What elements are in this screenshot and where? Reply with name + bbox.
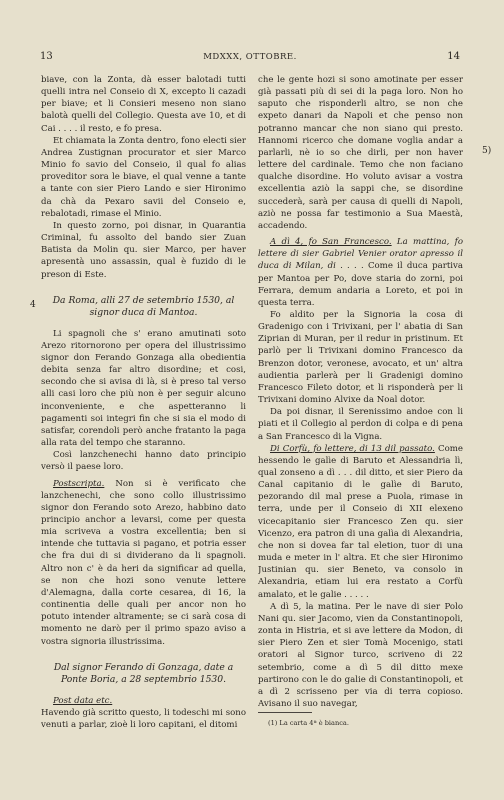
page-number-left: 13 (40, 51, 53, 62)
paragraph (258, 236, 463, 309)
footnote-rule (258, 712, 312, 713)
paragraph: Et chiamata la Zonta dentro, fono electi sier Andrea Zustignan procurator et sier Marco Minio fo savio del Conseio, il qual fo alias proveditor sora le biave, el qual venne a tante a tante con sier Piero Lando e sier Hironimo da chà da Pexaro savii del Conseio e, rebalotadi, rimase el Minio. (41, 135, 246, 219)
post-data-text: Havendo già scritto questo, li todeschi mi sono venuti a parlar, zioè li loro capitani, el ditomi (41, 707, 246, 731)
paragraph: che le gente hozi si sono amotinate per esser già passati più di sei di la paga loro. Non ho saputo che risponderli altro, se non che expeto danari da Napoli et che penso non potranno mancar che non siano qui presto. Hannomi ricerco che domane voglia andar a parlarli, nè io so che dirli, per non haver lettere del cardinale. Temo che non faciano qualche disordine. Ho voluto avisar a vostra excellentia aziò la sappi che, se disordine succederà, sarà per causa di quelli di Napoli, aziò ne possa far testimonio a Sua Maestà, accadendo. (258, 75, 463, 231)
paragraph: Fo aldito per la Signoria la cosa di Gradenigo con i Trivixani, per l' abatia di San Ziprian di Muran, per il redur in pristinum. Et parlò per li Trivixani domino Francesco da Brenzon dotor, veronese, avocato, et un' altra audientia parlerà per li Gradenigi domino Francesco Fileto dotor, et li risponderà per li Trivixani domino Alvixe da Noal dotor. (258, 309, 463, 406)
paragraph-text: La mattina, fo lettere di sier Gabriel Venier orator apresso il duca di Milan, di . . . . (258, 237, 463, 272)
paragraph-text: Come hessendo le galìe di Baruto et Alessandria lì, qual zonseno a dì . . . dil ditto, et sier Piero da Canal capitanio di le galìe di Baruto, pezorando dil mal prese a Puola, rimase in terra, unde per il Conseio di XII elexeno vicecapitanio sier Francesco Zen qu. sier Vicenzo, era patron di una galìa di Alexandria, che non si dovea far tal eletion, tuor di una muda e meter in l' altra. Et che sier Hironimo Justinian qu. sier Beneto, va consolo in Alexandria, etiam lui era restato a Corfù amalato, et le galie . . . . . (258, 443, 463, 600)
paragraph: biave, con la Zonta, dà esser balotadi tutti quelli intra nel Conseio di X, excepto li cazadi per biave; et li Consieri meseno non siano balotà quelli del Collegio. Questa ave 10, et di Cai . . . . il resto, e fo presa. (41, 75, 246, 134)
date-label: Di Corfù, fo lettere, di 13 dil passato. (270, 443, 435, 454)
section-heading: Dal signor Ferando di Gonzaga, date a Ponte Boria, a 28 septembrio 1530. (53, 661, 234, 686)
section-heading: Da Roma, alli 27 de setembrio 1530, al signor duca di Mantoa. (52, 294, 235, 319)
margin-number-left: 4 (30, 300, 36, 310)
paragraph-text: Come il duca partiva per Mantoa per Po, dove staria do zorni, poi Ferrara, demum andaria a Loreto, et poi in questa terra. (258, 261, 463, 308)
paragraph: Così lanzchenechi hanno dato principio versò il paese loro. (41, 450, 246, 473)
running-header (40, 50, 460, 64)
paragraph: Li spagnoli che s' erano amutinati soto Arezo ritornorono per opera del illustrissimo signor don Ferando Gonzaga alla obedientia debita senza far altro disordine; et cosi, secondo che si avisa di là, si è preso tal verso alli casi loro che più non è per seguir alcuno inconveniente, e che aspetteranno li pagamenti soi integri fin che si sia el modo di satisfar, corendoli però anche fratanto la paga alla rata del tempo che staranno. (41, 328, 246, 449)
date-label: A dì 4, fo San Francesco. (270, 237, 392, 248)
left-column (41, 74, 246, 794)
post-data-paragraph (41, 695, 246, 731)
footnote: (1) La carta 4ª è bianca. (268, 719, 349, 727)
paragraph: A dì 5, la matina. Per le nave di sier Polo Nani qu. sier Jacomo, vien da Constantinopoli, zonta in Histria, et si ave lettere da Modon, di sier Piero Zen et sier Tomà Mocenigo, stati oratori al Signor turco, scriveno di 22 setembrio, come a dì 5 dil ditto mexe partirono con le do galie di Constantinopoli, et a dì 2 scrisseno per via di terra copioso. Avisano il suo navegar, (258, 601, 463, 709)
paragraph (258, 443, 463, 601)
postscript-paragraph (41, 478, 246, 648)
postscript-text: Non si è verificato che lanzchenechi, che sono collo illustrissimo signor don Ferando soto Arezo, habbino dato principio anchor a levarsi, come per questa mia scriveva a vostra excellentia; ben si intende che tuttavia si pagano, et potria esser che fra dui di si dividerano da li spagnoli. Altro non c' è da heri da significar ad quella, se non che hozi sono venute lettere d'Alemagna, dalla corte cesarea, di 16, la continentia delle quali per ancor non ho potuto intender altramente; se ci sarà cosa di momento ne darò per il primo spazo aviso a vostra signoria illustrissima. (41, 478, 246, 647)
post-data-label: Post data etc. (53, 695, 113, 706)
paragraph: Da poi disnar, il Serenissimo andoe con li piati et il Collegio al perdon di colpa e di pena a San Francesco di la Vigna. (258, 407, 463, 442)
paragraph: In questo zorno, poi disnar, in Quarantia Criminal, fu assolto del bando sier Zuan Batista da Molin qu. sier Marco, per haver apresentà uno assassin, qual è fuzido di le preson di Este. (41, 220, 246, 280)
postscript-label: Postscripta. (53, 478, 105, 489)
margin-number-right: 5) (482, 146, 492, 156)
right-column (258, 74, 463, 794)
page-number-right: 14 (447, 51, 460, 62)
running-title: MDXXX, OTTOBRE. (203, 52, 297, 62)
